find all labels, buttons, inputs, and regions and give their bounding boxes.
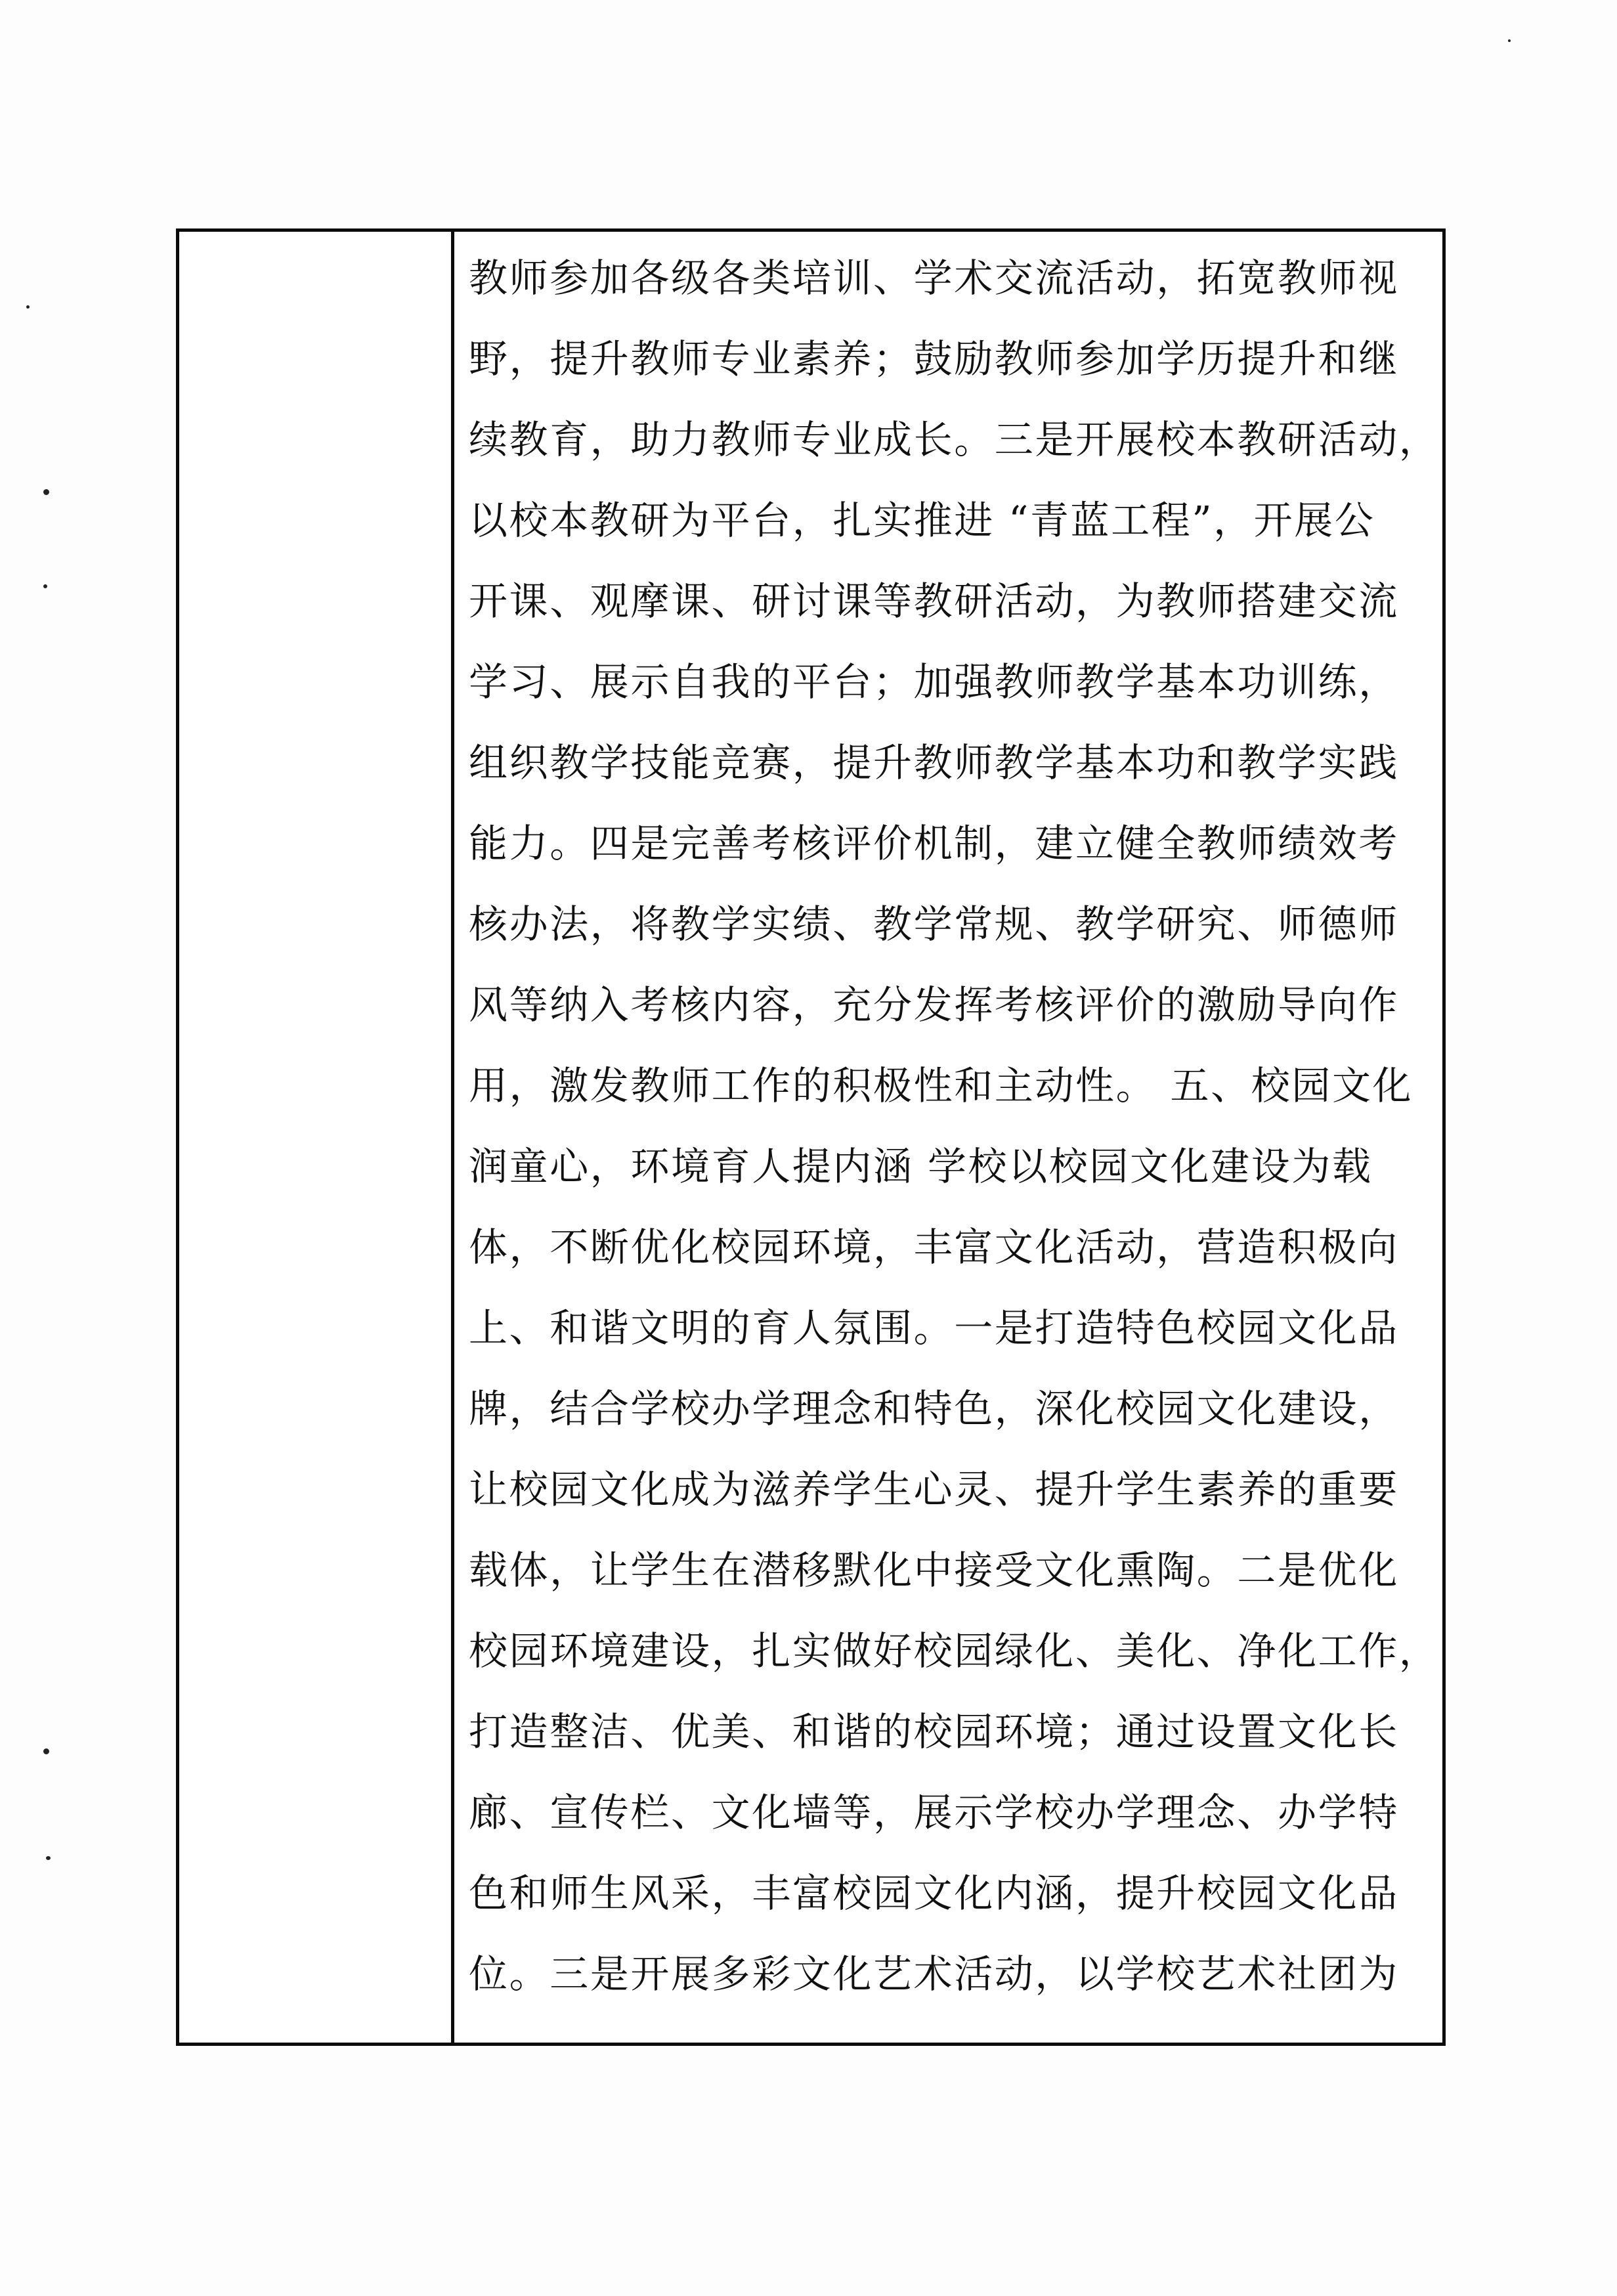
text-line: 上、和谐文明的育人氛围。一是打造特色校园文化品 [469,1305,1399,1351]
table-content-cell [458,232,1442,2043]
text-line: 润童心，环境育人提内涵 学校以校园文化建设为载 [469,1144,1373,1189]
text-line: 能力。四是完善考核评价机制，建立健全教师绩效考 [469,821,1399,866]
text-line: 牌，结合学校办学理念和特色，深化校园文化建设， [469,1386,1399,1431]
scan-speck [1508,39,1511,42]
scan-speck [46,1856,51,1860]
text-line: 色和师生风采，丰富校园文化内涵，提升校园文化品 [469,1871,1399,1916]
scan-speck [43,1748,49,1754]
text-line: 打造整洁、优美、和谐的校园环境；通过设置文化长 [469,1709,1399,1754]
scan-speck [43,584,47,588]
text-line: 续教育，助力教师专业成长。三是开展校本教研活动， [469,417,1440,462]
document-table [176,228,1446,2046]
text-line: 核办法，将教学实绩、教学常规、教学研究、师德师 [469,901,1399,947]
text-line: 风等纳入考核内容，充分发挥考核评价的激励导向作 [469,982,1399,1028]
text-line: 以校本教研为平台，扎实推进 “青蓝工程”，开展公 [469,498,1375,543]
text-line: 体，不断优化校园环境，丰富文化活动，营造积极向 [469,1224,1399,1270]
text-line: 野，提升教师专业素养；鼓励教师参加学历提升和继 [469,336,1399,381]
table-label-cell [179,232,454,2043]
text-line: 用，激发教师工作的积极性和主动性。 五、校园文化 [469,1063,1413,1108]
text-line: 校园环境建设，扎实做好校园绿化、美化、净化工作， [469,1628,1440,1674]
text-line: 组织教学技能竞赛，提升教师教学基本功和教学实践 [469,740,1399,785]
scan-speck [26,305,30,309]
text-line: 开课、观摩课、研讨课等教研活动，为教师搭建交流 [469,578,1399,624]
text-line: 位。三是开展多彩文化艺术活动，以学校艺术社团为 [469,1951,1399,1997]
scan-speck [43,489,49,495]
text-line: 载体，让学生在潜移默化中接受文化熏陶。二是优化 [469,1548,1399,1593]
text-line: 廊、宣传栏、文化墙等，展示学校办学理念、办学特 [469,1790,1399,1835]
text-line: 学习、展示自我的平台；加强教师教学基本功训练， [469,659,1399,704]
text-line: 让校园文化成为滋养学生心灵、提升学生素养的重要 [469,1467,1399,1512]
text-line: 教师参加各级各类培训、学术交流活动，拓宽教师视 [469,255,1399,301]
